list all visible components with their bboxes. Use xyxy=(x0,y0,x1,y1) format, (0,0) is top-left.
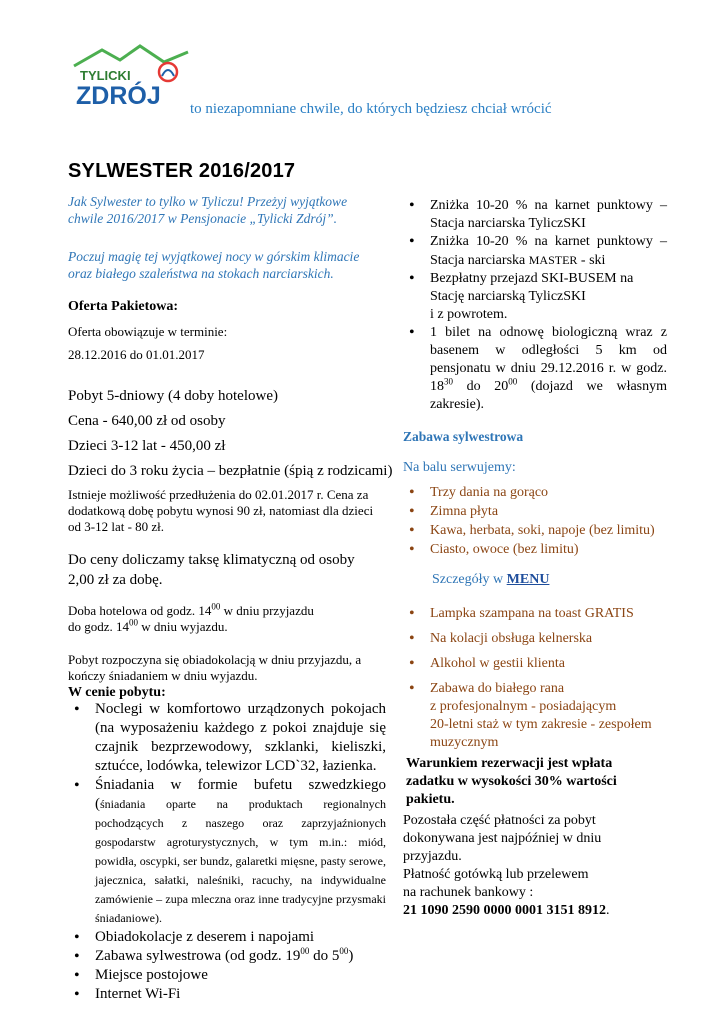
intro-paragraph-1: Jak Sylwester to tylko w Tyliczu! Przeżyj wyjątkowe chwile 2016/2017 w Pensjonacie „Tylicki Zdrój”. xyxy=(68,194,348,226)
offer-price: Cena - 640,00 zł od osoby xyxy=(68,413,226,429)
included-item-wifi: • Internet Wi-Fi xyxy=(68,985,386,1004)
ski-item-tyliczski: • Zniżka 10-20 % na karnet punktowy – Stacja narciarska TyliczSKI xyxy=(403,197,667,233)
ski-item-master: • Zniżka 10-20 % na karnet punktowy – Stacja narciarska MASTER - ski xyxy=(403,233,667,270)
tagline: to niezapomniane chwile, do których będziesz chciał wrócić xyxy=(190,101,552,117)
offer-valid-label: Oferta obowiązuje w terminie: xyxy=(68,324,228,339)
offer-stay: Pobyt 5-dniowy (4 doby hotelowe) xyxy=(68,388,278,404)
menu-link[interactable]: MENU xyxy=(506,572,550,587)
party-menu-item-cold: • Zimna płyta xyxy=(403,503,683,521)
intro-paragraph-2: Poczuj magię tej wyjątkowej nocy w górskim klimacie oraz białego szaleństwa na stokach narciarskich. xyxy=(68,249,360,281)
included-list xyxy=(68,700,386,1004)
party-extra-alcohol: • Alkohol w gestii klienta xyxy=(403,655,683,673)
logo-line1: TYLICKI xyxy=(80,68,131,83)
included-heading: W cenie pobytu: xyxy=(68,685,166,700)
offer-infants: Dzieci do 3 roku życia – bezpłatnie (śpią z rodzicami) xyxy=(68,463,393,479)
reservation-account-label: na rachunek bankowy : xyxy=(403,885,534,900)
party-heading: Zabawa sylwestrowa xyxy=(403,429,524,444)
stay-note: Pobyt rozpoczyna się obiadokolacją w dniu przyjazdu, a kończy śniadaniem w dniu wyjazdu. xyxy=(68,652,362,683)
included-item-party: • Zabawa sylwestrowa (od godz. $19^{00}$ do $5^{00}$) xyxy=(68,947,386,966)
offer-extension: Istnieje możliwość przedłużenia do 02.01.2017 r. Cena za dodatkową dobę pobytu wynosi 90 zł, natomiast dla dzieci od 3-12 lat - 80 zł. xyxy=(68,487,374,534)
offer-kids-price: Dzieci 3-12 lat - 450,00 zł xyxy=(68,438,226,454)
included-item-dinners: • Obiadokolacje z deserem i napojami xyxy=(68,928,386,947)
logo xyxy=(72,42,190,112)
ski-item-skibus: • Bezpłatny przejazd SKI-BUSEM na Stację narciarską TyliczSKI i z powrotem. xyxy=(403,270,667,324)
included-item-rooms: • Noclegi w komfortowo urządzonych pokojach (na wyposażeniu każdego z pokoi znajduje się czajnik bezprzewodowy, szklanki, kieliszki, sztućce, lodówka, telewizor LCD`32, łazienka. xyxy=(68,700,386,776)
ski-list xyxy=(403,197,667,414)
page-title: SYLWESTER 2016/2017 xyxy=(68,160,296,182)
reservation-remainder: Pozostała część płatności za pobyt dokonywana jest najpóźniej w dniu przyjazdu. xyxy=(403,813,602,864)
party-menu-list xyxy=(403,484,683,559)
reservation-method: Płatność gotówką lub przelewem xyxy=(403,867,589,882)
ski-item-spa: • 1 bilet na odnowę biologiczną wraz z basenem w odległości 5 km od pensjonatu w dniu 29.12.2016 r. w godz. $18^{30}$ do $20^{00}$ (dojazd we własnym zakresie). xyxy=(403,324,667,414)
party-extra-band: • Zabawa do białego rana z profesjonalnym - posiadającym 20-letni staż w tym zakresie - zespołem muzycznym xyxy=(403,680,683,752)
offer-heading: Oferta Pakietowa: xyxy=(68,299,179,314)
reservation-payment-info xyxy=(403,812,623,920)
party-serve-label: Na balu serwujemy: xyxy=(403,460,516,475)
party-details: Szczegóły w MENU xyxy=(432,572,550,587)
logo-line2: ZDRÓJ xyxy=(76,82,161,110)
bank-account: 21 1090 2590 0000 0001 3151 8912. xyxy=(403,903,610,918)
party-extra-waiters: • Na kolacji obsługa kelnerska xyxy=(403,630,683,648)
offer-dates: 28.12.2016 do 01.01.2017 xyxy=(68,347,205,362)
party-extra-champagne: • Lampka szampana na toast GRATIS xyxy=(403,605,683,623)
offer-climate-tax: Do ceny doliczamy taksę klimatyczną od osoby 2,00 zł za dobę. xyxy=(68,552,355,588)
party-extras-list xyxy=(403,605,683,752)
party-menu-item-cake: • Ciasto, owoce (bez limitu) xyxy=(403,541,683,559)
hotel-day-info: Doba hotelowa od godz. $14^{00}$ w dniu przyjazdu do godz. $14^{00}$ w dniu wyjazdu. xyxy=(68,601,314,634)
reservation-condition: Warunkiem rezerwacji jest wpłata zadatku w wysokości 30% wartości pakietu. xyxy=(406,756,617,807)
party-menu-item-drinks: • Kawa, herbata, soki, napoje (bez limitu) xyxy=(403,522,683,540)
mountain-logo-icon xyxy=(72,42,190,112)
included-item-parking: • Miejsce postojowe xyxy=(68,966,386,985)
party-menu-item-hot: • Trzy dania na gorąco xyxy=(403,484,683,502)
included-item-breakfast: • Śniadania w formie bufetu szwedzkiego (śniadania oparte na produktach regionalnych pochodzących z naszego oraz zaprzyjaźnionych gospodarstw agroturystycznych, w tym m.in.: miód, powidła, oscypki, ser bundz, galaretki mięsne, pasty serowe, jajecznica, sałatki, naleśniki, racuchy, na indywidualne zamówienie – zupa mleczna oraz inne tradycyjne przysmaki śniadaniowe). xyxy=(68,776,386,928)
